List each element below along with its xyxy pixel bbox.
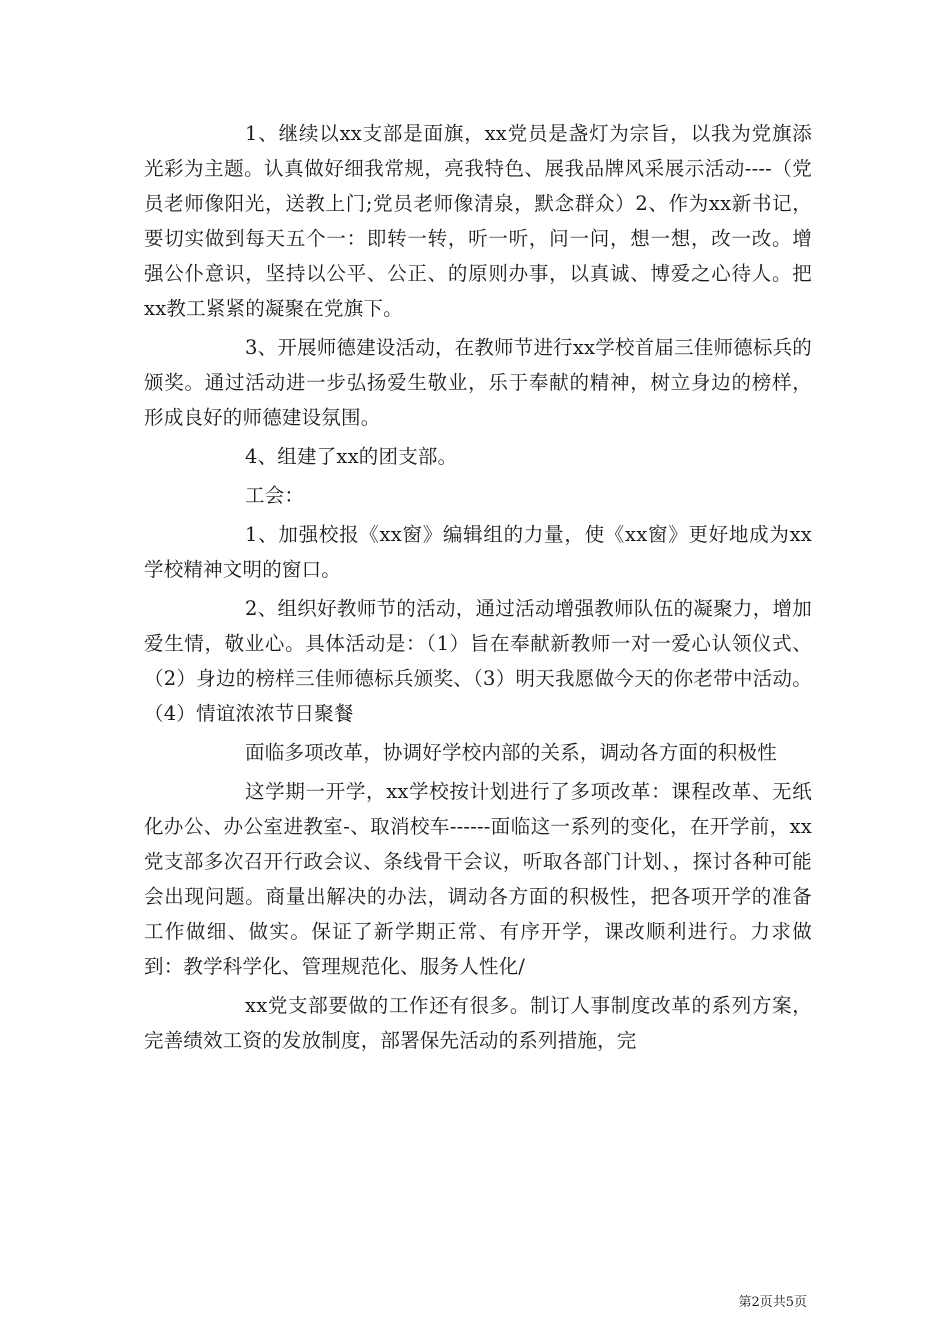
paragraph-party-branch-1: 1、继续以xx支部是面旗，xx党员是盏灯为宗旨，以我为党旗添光彩为主题。认真做好细我常规，亮我特色、展我品牌风采展示活动----（党员老师像阳光，送教上门;党员老师像清泉，默念群众）2、作为xx新书记，要切实做到每天五个一：即转一转，听一听，问一问，想一想，改一改。增强公仆意识，坚持以公平、公正、的原则办事，以真诚、博爱之心待人。把xx教工紧紧的凝聚在党旗下。 <box>144 122 812 320</box>
paragraph-youth-league: 4、组建了xx的团支部。 <box>245 445 458 468</box>
paragraph-union-1: 1、加强校报《xx窗》编辑组的力量，使《xx窗》更好地成为xx学校精神文明的窗口。 <box>144 523 812 581</box>
document-body <box>144 116 812 1062</box>
page-number: 第2页共5页 <box>738 1295 807 1310</box>
paragraph-reform-detail: 这学期一开学，xx学校按计划进行了多项改革：课程改革、无纸化办公、办公室进教室-、取消校车------面临这一系列的变化，在开学前，xx党支部多次召开行政会议、条线骨干会议，听取各部门计划、，探讨各种可能会出现问题。商量出解决的办法，调动各方面的积极性，把各项开学的准备工作做细、做实。保证了新学期正常、有序开学，课改顺利进行。力求做到：教学科学化、管理规范化、服务人性化/ <box>144 780 812 978</box>
paragraph-union-heading: 工会： <box>245 484 305 507</box>
paragraph-union-2: 2、组织好教师节的活动，通过活动增强教师队伍的凝聚力，增加爱生情，敬业心。具体活动是：（1）旨在奉献新教师一对一爱心认领仪式、（2）身边的榜样三佳师德标兵颁奖、（3）明天我愿做今天的你老带中活动。（4）情谊浓浓节日聚餐 <box>144 597 812 725</box>
paragraph-reform-heading: 面临多项改革，协调好学校内部的关系，调动各方面的积极性 <box>245 741 777 764</box>
paragraph-teacher-ethics: 3、开展师德建设活动，在教师节进行xx学校首届三佳师德标兵的颁奖。通过活动进一步弘扬爱生敬业，乐于奉献的精神，树立身边的榜样，形成良好的师德建设氛围。 <box>144 336 812 429</box>
paragraph-more-work: xx党支部要做的工作还有很多。制订人事制度改革的系列方案，完善绩效工资的发放制度，部署保先活动的系列措施，完 <box>144 994 812 1052</box>
